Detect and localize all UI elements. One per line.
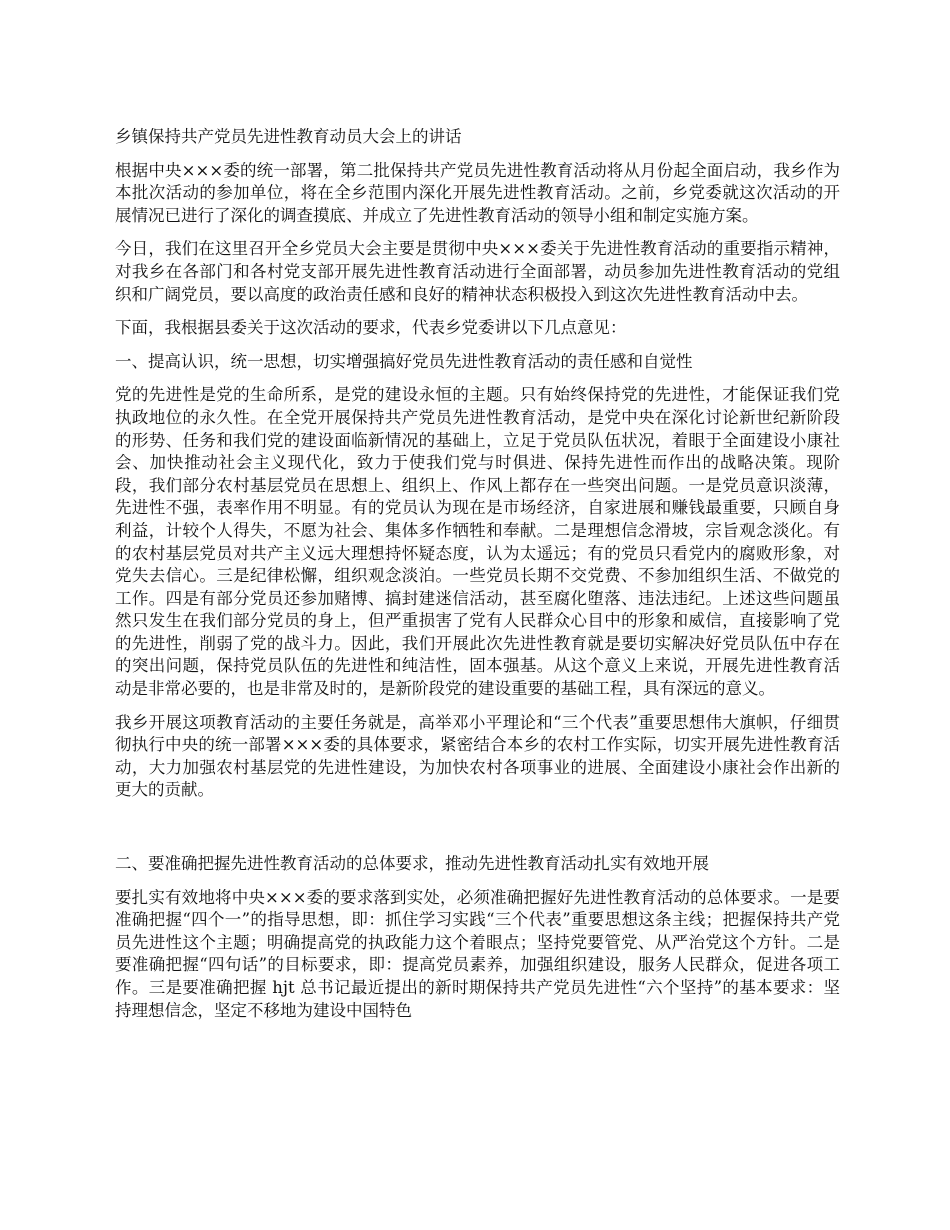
document-title: 乡镇保持共产党员先进性教育动员大会上的讲话 xyxy=(115,127,462,146)
document-body xyxy=(115,126,840,1033)
paragraph-overall-requirements: 要扎实有效地将中央×××委的要求落到实处，必须准确把握好先进性教育活动的总体要求。一是要准确把握“四个一”的指导思想，即：抓住学习实践“三个代表”重要思想这条主线；把握保持共产党员先进性这个主题；明确提高党的执政能力这个着眼点；坚持党要管党、从严治党这个方针。二是要准确把握“四句话”的目标要求，即：提高党员素养，加强组织建设，服务人民群众，促进各项工作。三是要准确把握 hjt 总书记最近提出的新时期保持共产党员先进性“六个坚持”的基本要求：坚持理想信念，坚定不移地为建设中国特色 xyxy=(115,887,840,1020)
paragraph-main-tasks: 我乡开展这项教育活动的主要任务就是，高举邓小平理论和“三个代表”重要思想伟大旗帜，仔细贯彻执行中央的统一部署×××委的具体要求，紧密结合本乡的农村工作实际，切实开展先进性教育活动，大力加强农村基层党的先进性建设，为加快农村各项事业的进展、全面建设小康社会作出新的更大的贡献。 xyxy=(115,712,840,800)
paragraph-meeting-purpose: 今日，我们在这里召开全乡党员大会主要是贯彻中央×××委关于先进性教育活动的重要指示精神，对我乡在各部门和各村党支部开展先进性教育活动进行全面部署，动员参加先进性教育活动的党组织和广阔党员，要以高度的政治责任感和良好的精神状态积极投入到这次先进性教育活动中去。 xyxy=(115,239,840,304)
section-spacer xyxy=(115,813,840,853)
paragraph-party-advancement: 党的先进性是党的生命所系，是党的建设永恒的主题。只有始终保持党的先进性，才能保证我们党执政地位的永久性。在全党开展保持共产党员先进性教育活动，是党中央在深化讨论新世纪新阶段的形势、任务和我们党的建设面临新情况的基础上，立足于党员队伍状况，着眼于全面建设小康社会、加快推动社会主义现代化，致力于使我们党与时俱进、保持先进性而作出的战略决策。现阶段，我们部分农村基层党员在思想上、组织上、作风上都存在一些突出问题。一是党员意识淡薄，先进性不强，表率作用不明显。有的党员认为现在是市场经济，自家进展和赚钱最重要，只顾自身利益，计较个人得失，不愿为社会、集体多作牺牲和奉献。二是理想信念滑坡，宗旨观念淡化。有的农村基层党员对共产主义远大理想持怀疑态度，认为太遥远；有的党员只看党内的腐败形象，对党失去信心。三是纪律松懈，组织观念淡泊。一些党员长期不交党费、不参加组织生活、不做党的工作。四是有部分党员还参加赌博、搞封建迷信活动，甚至腐化堕落、违法违纪。上述这些问题虽然只发生在我们部分党员的身上，但严重损害了党有人民群众心目中的形象和威信，直接影响了党的先进性，削弱了党的战斗力。因此，我们开展此次先进性教育就是要切实解决好党员队伍中存在的突出问题，保持党员队伍的先进性和纯洁性，固本强基。从这个意义上来说，开展先进性教育活动是非常必要的，也是非常及时的，是新阶段党的建设重要的基础工程，具有深远的意义。 xyxy=(115,385,840,699)
section-1-heading: 一、提高认识，统一思想，切实增强搞好党员先进性教育活动的责任感和自觉性 xyxy=(115,351,693,371)
section-2-heading: 二、要准确把握先进性教育活动的总体要求，推动先进性教育活动扎实有效地开展 xyxy=(115,854,709,874)
paragraph-intro: 根据中央×××委的统一部署，第二批保持共产党员先进性教育活动将从月份起全面启动，我乡作为本批次活动的参加单位，将在全乡范围内深化开展先进性教育活动。之前，乡党委就这次活动的开展情况已进行了深化的调查摸底、并成立了先进性教育活动的领导小组和制定实施方案。 xyxy=(115,160,840,225)
paragraph-opinions-intro: 下面，我根据县委关于这次活动的要求，代表乡党委讲以下几点意见： xyxy=(115,318,627,338)
